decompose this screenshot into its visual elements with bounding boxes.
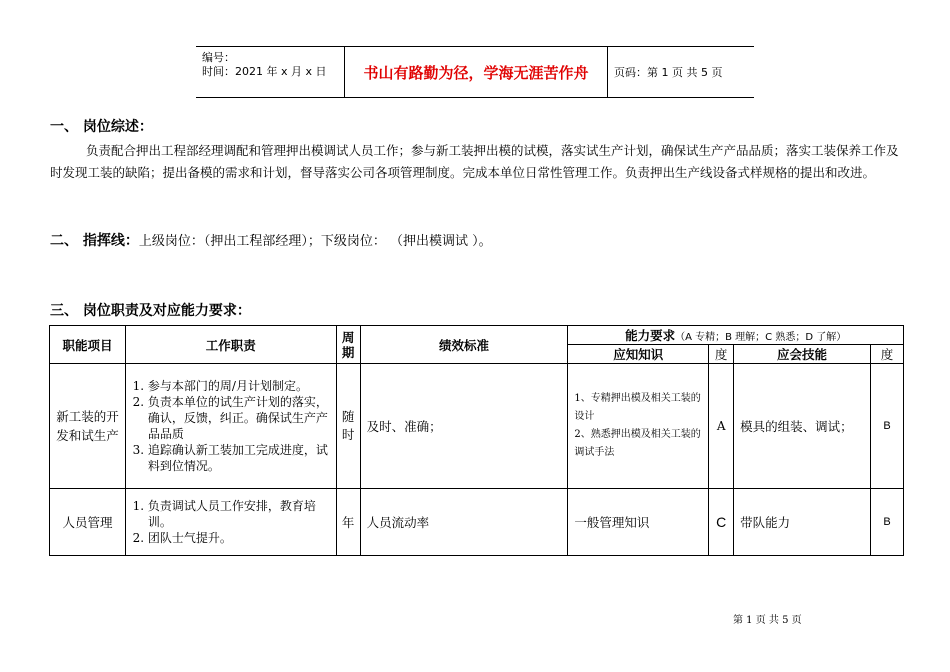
ability-label: 能力要求	[625, 328, 676, 343]
skill-cell: 带队能力	[734, 489, 871, 556]
header-degree2: 度	[870, 345, 903, 364]
duty-list	[128, 378, 332, 474]
section2-title: 二、 指挥线：	[50, 233, 139, 249]
header-function: 职能项目	[50, 326, 126, 364]
header-ability	[568, 326, 904, 345]
ability-note: （A 专精；B 理解；C 熟悉；D 了解）	[675, 332, 847, 343]
period-cell: 随时	[336, 364, 360, 489]
date-label: 时间：2021 年 x 月 x 日	[202, 65, 327, 78]
section2	[50, 230, 492, 250]
header-knowledge: 应知知识	[568, 345, 709, 364]
function-cell: 新工装的开发和试生产	[50, 364, 126, 489]
duty-list	[128, 498, 332, 546]
standard-cell: 人员流动率	[360, 489, 568, 556]
skill-cell: 模具的组装、调试；	[734, 364, 871, 489]
header-info	[196, 47, 344, 97]
header-skill: 应会技能	[734, 345, 871, 364]
knowledge-cell: 1、专精押出模及相关工装的设计 2、熟悉押出模及相关工装的调试手法	[568, 364, 709, 489]
table-row	[50, 364, 904, 489]
section2-text: 上级岗位：（押出工程部经理）；下级岗位： （押出模调试 ）。	[138, 234, 492, 249]
duty-item: 3. 追踪确认新工装加工完成进度，试料到位情况。	[148, 442, 332, 474]
duty-cell	[125, 489, 336, 556]
duty-item: 2. 负责本单位的试生产计划的落实，确认，反馈，纠正。确保试生产产品品质	[148, 394, 332, 442]
degree1-cell: C	[709, 489, 734, 556]
section1-title: 一、 岗位综述：	[50, 119, 153, 135]
header-period: 周期	[336, 326, 360, 364]
duties-table	[49, 325, 904, 556]
standard-cell: 及时、准确；	[360, 364, 568, 489]
period-cell: 年	[336, 489, 360, 556]
motto: 书山有路勤为径，学海无涯苦作舟	[344, 47, 608, 97]
page-label: 页码：第 1 页 共 5 页	[614, 66, 723, 79]
header-degree1: 度	[709, 345, 734, 364]
degree1-cell: A	[709, 364, 734, 489]
footer-page: 第 1 页 共 5 页	[733, 615, 802, 626]
duty-cell	[125, 364, 336, 489]
duty-item: 1. 参与本部门的周/月计划制定。	[148, 378, 332, 394]
section3-title: 三、 岗位职责及对应能力要求：	[50, 303, 251, 319]
function-cell: 人员管理	[50, 489, 126, 556]
header-table	[196, 46, 754, 98]
header-standard: 绩效标准	[360, 326, 568, 364]
duty-item: 1. 负责调试人员工作安排，教育培训。	[148, 498, 332, 530]
header-duty: 工作职责	[125, 326, 336, 364]
number-label: 编号：	[202, 51, 235, 64]
duty-item: 2. 团队士气提升。	[148, 530, 332, 546]
table-row	[50, 489, 904, 556]
degree2-cell: B	[870, 364, 903, 489]
degree2-cell: B	[870, 489, 903, 556]
knowledge-cell: 一般管理知识	[568, 489, 709, 556]
section1-text: 负责配合押出工程部经理调配和管理押出模调试人员工作；参与新工装押出模的试模，落实试生产计划，确保试生产产品品质；落实工装保养工作及时发现工装的缺陷；提出备模的需求和计划，督导落实公司各项管理制度。完成本单位日常性管理工作。负责押出生产线设备式样规格的提出和改进。	[50, 143, 899, 180]
